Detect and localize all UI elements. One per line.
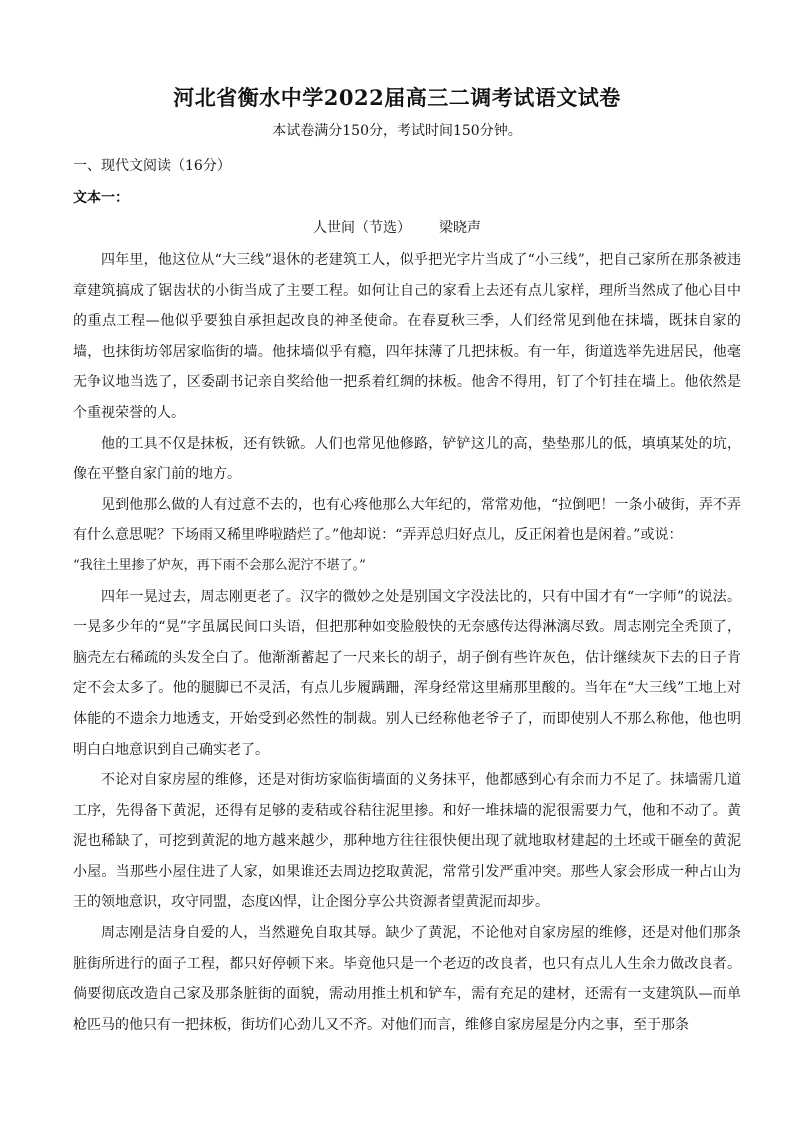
paragraph-quote: “我往土里掺了炉灰，再下雨不会那么泥泞不堪了。” [73, 557, 366, 573]
paragraph: 他的工具不仅是抹板，还有铁锨。人们也常见他修路，铲铲这儿的高，垫垫那儿的低，填填某处的坑，像在平整自家门前的地方。 [73, 435, 741, 483]
paragraph: 周志刚是洁身自爱的人，当然避免自取其辱。缺少了黄泥，不论他对自家房屋的维修，还是对他们那条脏街所进行的面子工程，都只好停顿下来。毕竟他只是一个老迈的改良者，也只有点儿人生余力做改良者。倘要彻底改造自己家及那条脏街的面貌，需动用推土机和铲车，需有充足的建材，还需有一支建筑队—而单枪匹马的他只有一把抹板，街坊们心劲儿又不齐。对他们而言，维修自家房屋是分内之事，至于那条 [73, 925, 741, 1033]
paragraph: 不论对自家房屋的维修，还是对街坊家临街墙面的义务抹平，他都感到心有余而力不足了。抹墙需几道工序，先得备下黄泥，还得有足够的麦秸或谷秸往泥里掺。和好一堆抹墙的泥很需要力气，他和不动了。黄泥也稀缺了，可挖到黄泥的地方越来越少，那种地方往往很快便出现了就地取材建起的土坯或干砸垒的黄泥小屋。当那些小屋住进了人家，如果谁还去周边挖取黄泥，常常引发严重冲突。那些人家会形成一种占山为王的领地意识，攻守同盟，态度凶悍，让企图分享公共资源者望黄泥而却步。 [73, 772, 741, 911]
section-heading: 一、现代文阅读（16分） [73, 158, 231, 174]
exam-subtitle: 本试卷满分150分，考试时间150分钟。 [272, 123, 522, 139]
text-label: 文本一： [73, 190, 129, 206]
paragraph: 见到他那么做的人有过意不去的，也有心疼他那么大年纪的，常常劝他，“拉倒吧！一条小破街，弄不弄有什么意思呢？下场雨又稀里哗啦踏烂了。”他却说：“弄弄总归好点儿，反正闲着也是闲着。”或说： [73, 496, 741, 544]
article-body [73, 245, 741, 1040]
article-title: 人世间（节选） [313, 220, 411, 236]
article-author: 梁晓声 [439, 220, 481, 236]
article-heading [0, 218, 794, 238]
paragraph: 四年一晃过去，周志刚更老了。汉字的微妙之处是别国文字没法比的，只有中国才有“一字师”的说法。一晃多少年的“晃”字虽属民间口头语，但把那种如变脸般快的无奈感传达得淋漓尽致。周志刚完全秃顶了，脑壳左右稀疏的头发全白了。他渐渐蓄起了一尺来长的胡子，胡子倒有些许灰色，估计继续灰下去的日子肯定不会太多了。他的腿脚已不灵活，有点儿步履蹒跚，浑身经常这里痛那里酸的。当年在“大三线”工地上对体能的不遗余力地透支，开始受到必然性的制裁。别人已经称他老爷子了，而即使别人不那么称他，他也明明白白地意识到自己确实老了。 [73, 588, 741, 758]
exam-title: 河北省衡水中学2022届高三二调考试语文试卷 [173, 85, 621, 110]
paragraph: 四年里，他这位从“大三线”退休的老建筑工人，似乎把光字片当成了“小三线”，把自己家所在那条被违章建筑搞成了锯齿状的小街当成了主要工程。如何让自己的家看上去还有点儿家样，理所当然成了他心目中的重点工程—他似乎要独自承担起改良的神圣使命。在春夏秋三季，人们经常见到他在抹墙，既抹自家的墙，也抹街坊邻居家临街的墙。他抹墙似乎有瘾，四年抹薄了几把抹板。有一年，街道选举先进居民，他毫无争议地当选了，区委副书记亲自奖给他一把系着红绸的抹板。他舍不得用，钉了个钉挂在墙上。他依然是个重视荣誉的人。 [73, 252, 741, 421]
